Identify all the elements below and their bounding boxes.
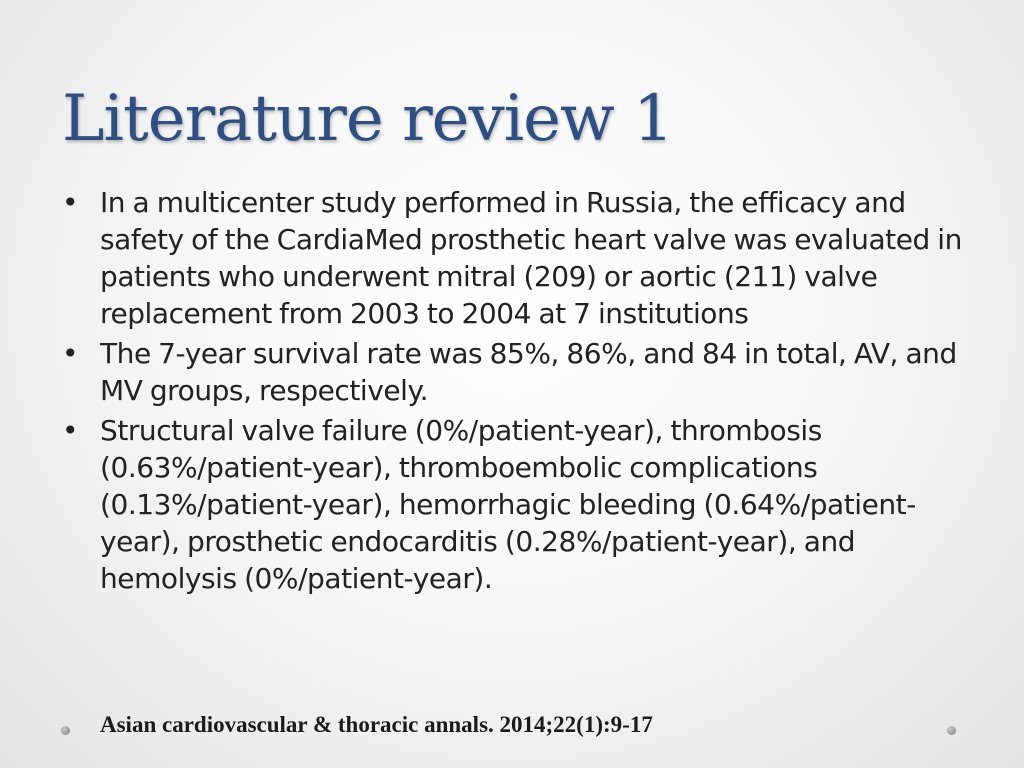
slide-title: Literature review 1	[62, 82, 673, 156]
bullet-item	[62, 184, 992, 332]
bullet-list	[62, 184, 992, 600]
citation: Asian cardiovascular & thoracic annals. 2014;22(1):9-17	[100, 712, 653, 737]
bullet-text: In a multicenter study performed in Russia, the efficacy and safety of the CardiaMed prosthetic heart valve was evaluated in patients who underwent mitral (209) or aortic (211) valve replacement from 2003 to 2004 at 7 institutions	[100, 186, 962, 330]
bullet-dot-icon: •	[62, 337, 79, 370]
bullet-text: Structural valve failure (0%/patient-year), thrombosis (0.63%/patient-year), thromboembolic complications (0.13%/patient-year), hemorrhagic bleeding (0.64%/patient-year), prosthetic endocarditis (0.28%/patient-year), and hemolysis (0%/patient-year).	[100, 414, 916, 595]
footer-dot-icon-right	[947, 726, 956, 735]
bullet-dot-icon: •	[62, 414, 79, 447]
bullet-item	[62, 335, 992, 409]
bullet-item	[62, 412, 992, 597]
bullet-dot-icon: •	[62, 186, 79, 219]
bullet-text: The 7-year survival rate was 85%, 86%, and 84 in total, AV, and MV groups, respectively.	[100, 337, 957, 407]
footer-dot-icon-left	[61, 726, 70, 735]
